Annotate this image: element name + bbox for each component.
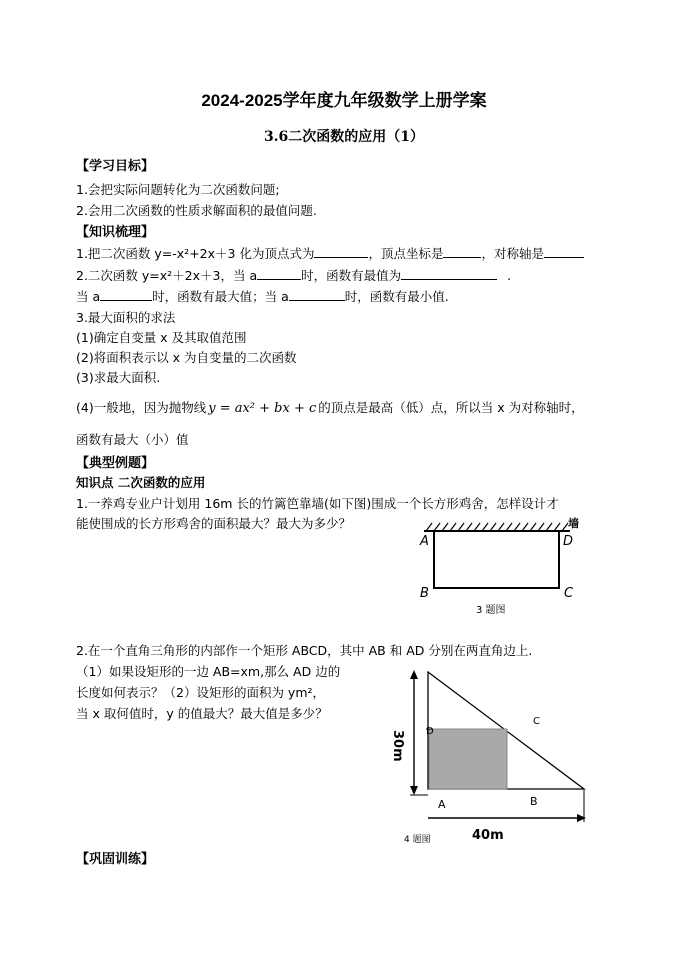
shaded-rectangle (429, 729, 507, 789)
fill-blank[interactable] (100, 286, 152, 301)
knowledge-step: (2)将面积表示以 x 为自变量的二次函数 (76, 350, 297, 365)
goal-item: 2.会用二次函数的性质求解面积的最值问题. (76, 203, 317, 218)
fill-blank[interactable] (544, 243, 584, 258)
wall-label: 墙 (568, 517, 579, 530)
knowledge-step: (3)求最大面积. (76, 370, 161, 385)
knowledge-step-4-cont: 函数有最大（小）值 (76, 432, 189, 447)
wall-hatching (426, 523, 568, 531)
vertex-label-d: D (426, 726, 434, 737)
knowledge-step-4: (4)一般地，因为抛物线 y = ax² + bx + c 的顶点是最高（低）点，所以当 x 为对称轴时， (76, 400, 584, 416)
knowledge-item-3: 3.最大面积的求法 (76, 310, 176, 325)
problem-2-text: 长度如何表示？（2）设矩形的面积为 ym²， (76, 685, 326, 700)
problem-2-text: 2.在一个直角三角形的内部作一个矩形 ABCD，其中 AB 和 AD 分别在两直角边上. (76, 643, 533, 658)
section-examples-heading: 【典型例题】 (76, 456, 155, 471)
coop-rectangle (434, 531, 559, 588)
fill-blank[interactable] (401, 265, 497, 280)
height-label: 30m (390, 730, 405, 762)
section-knowledge-heading: 【知识梳理】 (76, 225, 155, 240)
figure-caption: 3 题图 (476, 605, 506, 616)
problem-2-text: （1）如果设矩形的一边 AB=xm,那么 AD 边的 (76, 664, 341, 679)
page-title: 2024-2025学年度九年级数学上册学案 (201, 91, 487, 110)
knowledge-item-1: 1.把二次函数 y=-x²+2x＋3 化为顶点式为 ，顶点坐标是 ，对称轴是 (76, 243, 584, 264)
width-label: 40m (472, 828, 504, 843)
fill-blank[interactable] (257, 265, 301, 280)
parabola-equation: y = ax² + bx + c (208, 401, 317, 416)
problem-1-text: 1.一养鸡专业户计划用 16m 长的竹篱笆靠墙(如下图)围成一个长方形鸡舍，怎样设计才 (76, 496, 559, 511)
vertex-label-c: C (533, 716, 540, 727)
vertex-label-c: C (564, 586, 574, 601)
figure-3-diagram (410, 512, 600, 620)
vertex-label-b: B (530, 795, 538, 808)
fill-blank[interactable] (443, 243, 481, 258)
section-goals-heading: 【学习目标】 (76, 159, 155, 174)
goal-item: 1.会把实际问题转化为二次函数问题; (76, 182, 280, 197)
knowledge-item-2: 2.二次函数 y=x²＋2x＋3，当 a 时，函数有最值为 . (76, 265, 511, 286)
fill-blank[interactable] (314, 243, 368, 258)
figure-caption: 4 题图 (404, 835, 431, 845)
knowledge-step: (1)确定自变量 x 及其取值范围 (76, 330, 247, 345)
figure-4-diagram (374, 668, 594, 848)
problem-2-text: 当 x 取何值时，y 的值最大？最大值是多少？ (76, 706, 328, 721)
section-practice-heading: 【巩固训练】 (76, 852, 155, 867)
vertex-label-b: B (420, 586, 429, 601)
knowledge-item-2b: 当 a 时，函数有最大值；当 a 时，函数有最小值. (76, 286, 449, 307)
vertex-label-d: D (563, 534, 574, 549)
vertex-label-a: A (438, 798, 446, 811)
lesson-subtitle: 3.6二次函数的应用（1） (263, 129, 425, 145)
fill-blank[interactable] (289, 286, 345, 301)
problem-1-text: 能使围成的长方形鸡舍的面积最大？最大为多少？ (76, 516, 352, 531)
vertex-label-a: A (420, 534, 429, 549)
knowledge-point: 知识点 二次函数的应用 (76, 475, 206, 490)
